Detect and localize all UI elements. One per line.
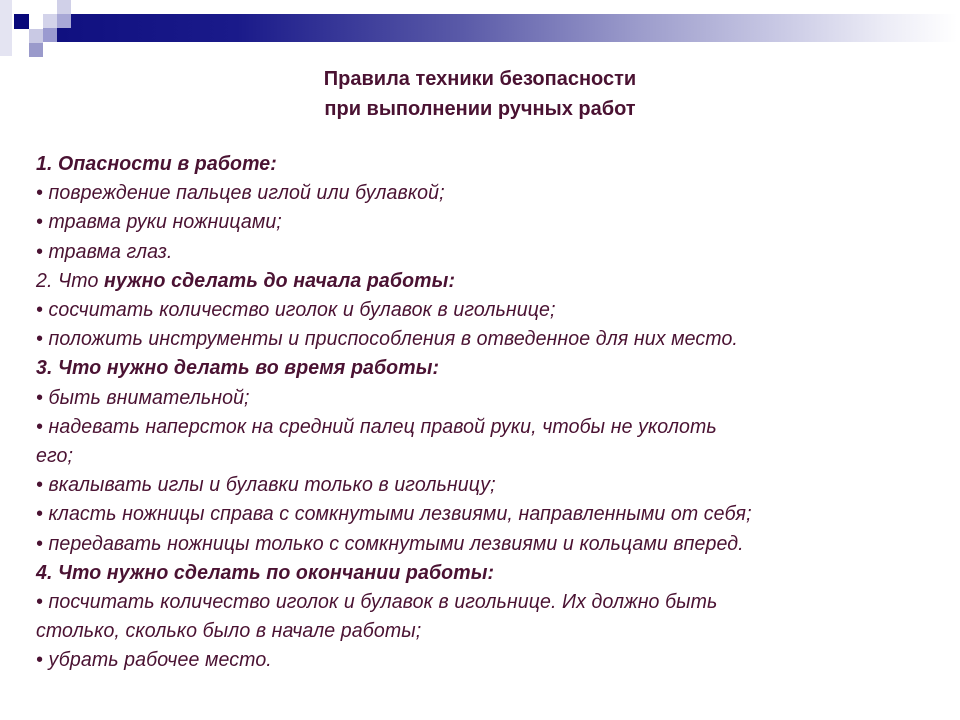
list-item: • сосчитать количество иголок и булавок в игольнице; [36, 299, 556, 322]
list-item: • положить инструменты и приспособления в отведенное для них место. [36, 328, 738, 351]
list-item: • передавать ножницы только с сомкнутыми лезвиями и кольцами вперед. [36, 532, 744, 555]
header-decoration [0, 0, 960, 60]
deco-square [57, 0, 71, 14]
list-item: • повреждение пальцев иглой или булавкой; [36, 182, 445, 205]
list-item: • класть ножницы справа с сомкнутыми лезвиями, направленными от себя; [36, 503, 752, 526]
section-heading: 1. Опасности в работе: [36, 153, 277, 175]
list-item: • надевать наперсток на средний палец правой руки, чтобы не уколоть [36, 415, 717, 438]
section-heading: 4. Что нужно сделать по окончании работы: [36, 561, 495, 584]
section-heading-prefix: 2. Что [36, 269, 105, 292]
list-item: • травма глаз. [36, 240, 173, 263]
list-item-continuation: столько, сколько было в начале работы; [36, 620, 422, 643]
section-heading: 3. Что нужно делать во время работы: [36, 357, 440, 380]
header-gradient-bar [57, 14, 957, 42]
deco-square [29, 43, 43, 57]
page-title [0, 64, 960, 124]
title-line-2: при выполнении ручных работ [324, 98, 636, 120]
list-item: • убрать рабочее место. [36, 649, 272, 672]
list-item: • посчитать количество иголок и булавок в игольнице. Их должно быть [36, 591, 718, 614]
section-heading [36, 267, 916, 296]
rules-content [36, 150, 936, 676]
list-item: • вкалывать иглы и булавки только в игольницу; [36, 474, 496, 497]
deco-square [43, 14, 57, 28]
list-item: • быть внимательной; [36, 386, 250, 409]
deco-square [43, 28, 57, 42]
section-heading-rest: нужно сделать до начала работы: [104, 269, 456, 292]
deco-square [0, 0, 12, 56]
list-item-continuation: его; [36, 445, 74, 468]
deco-square [14, 14, 29, 29]
deco-square [29, 29, 43, 43]
title-line-1: Правила техники безопасности [323, 68, 637, 90]
deco-square [57, 14, 71, 28]
list-item: • травма руки ножницами; [36, 211, 282, 234]
